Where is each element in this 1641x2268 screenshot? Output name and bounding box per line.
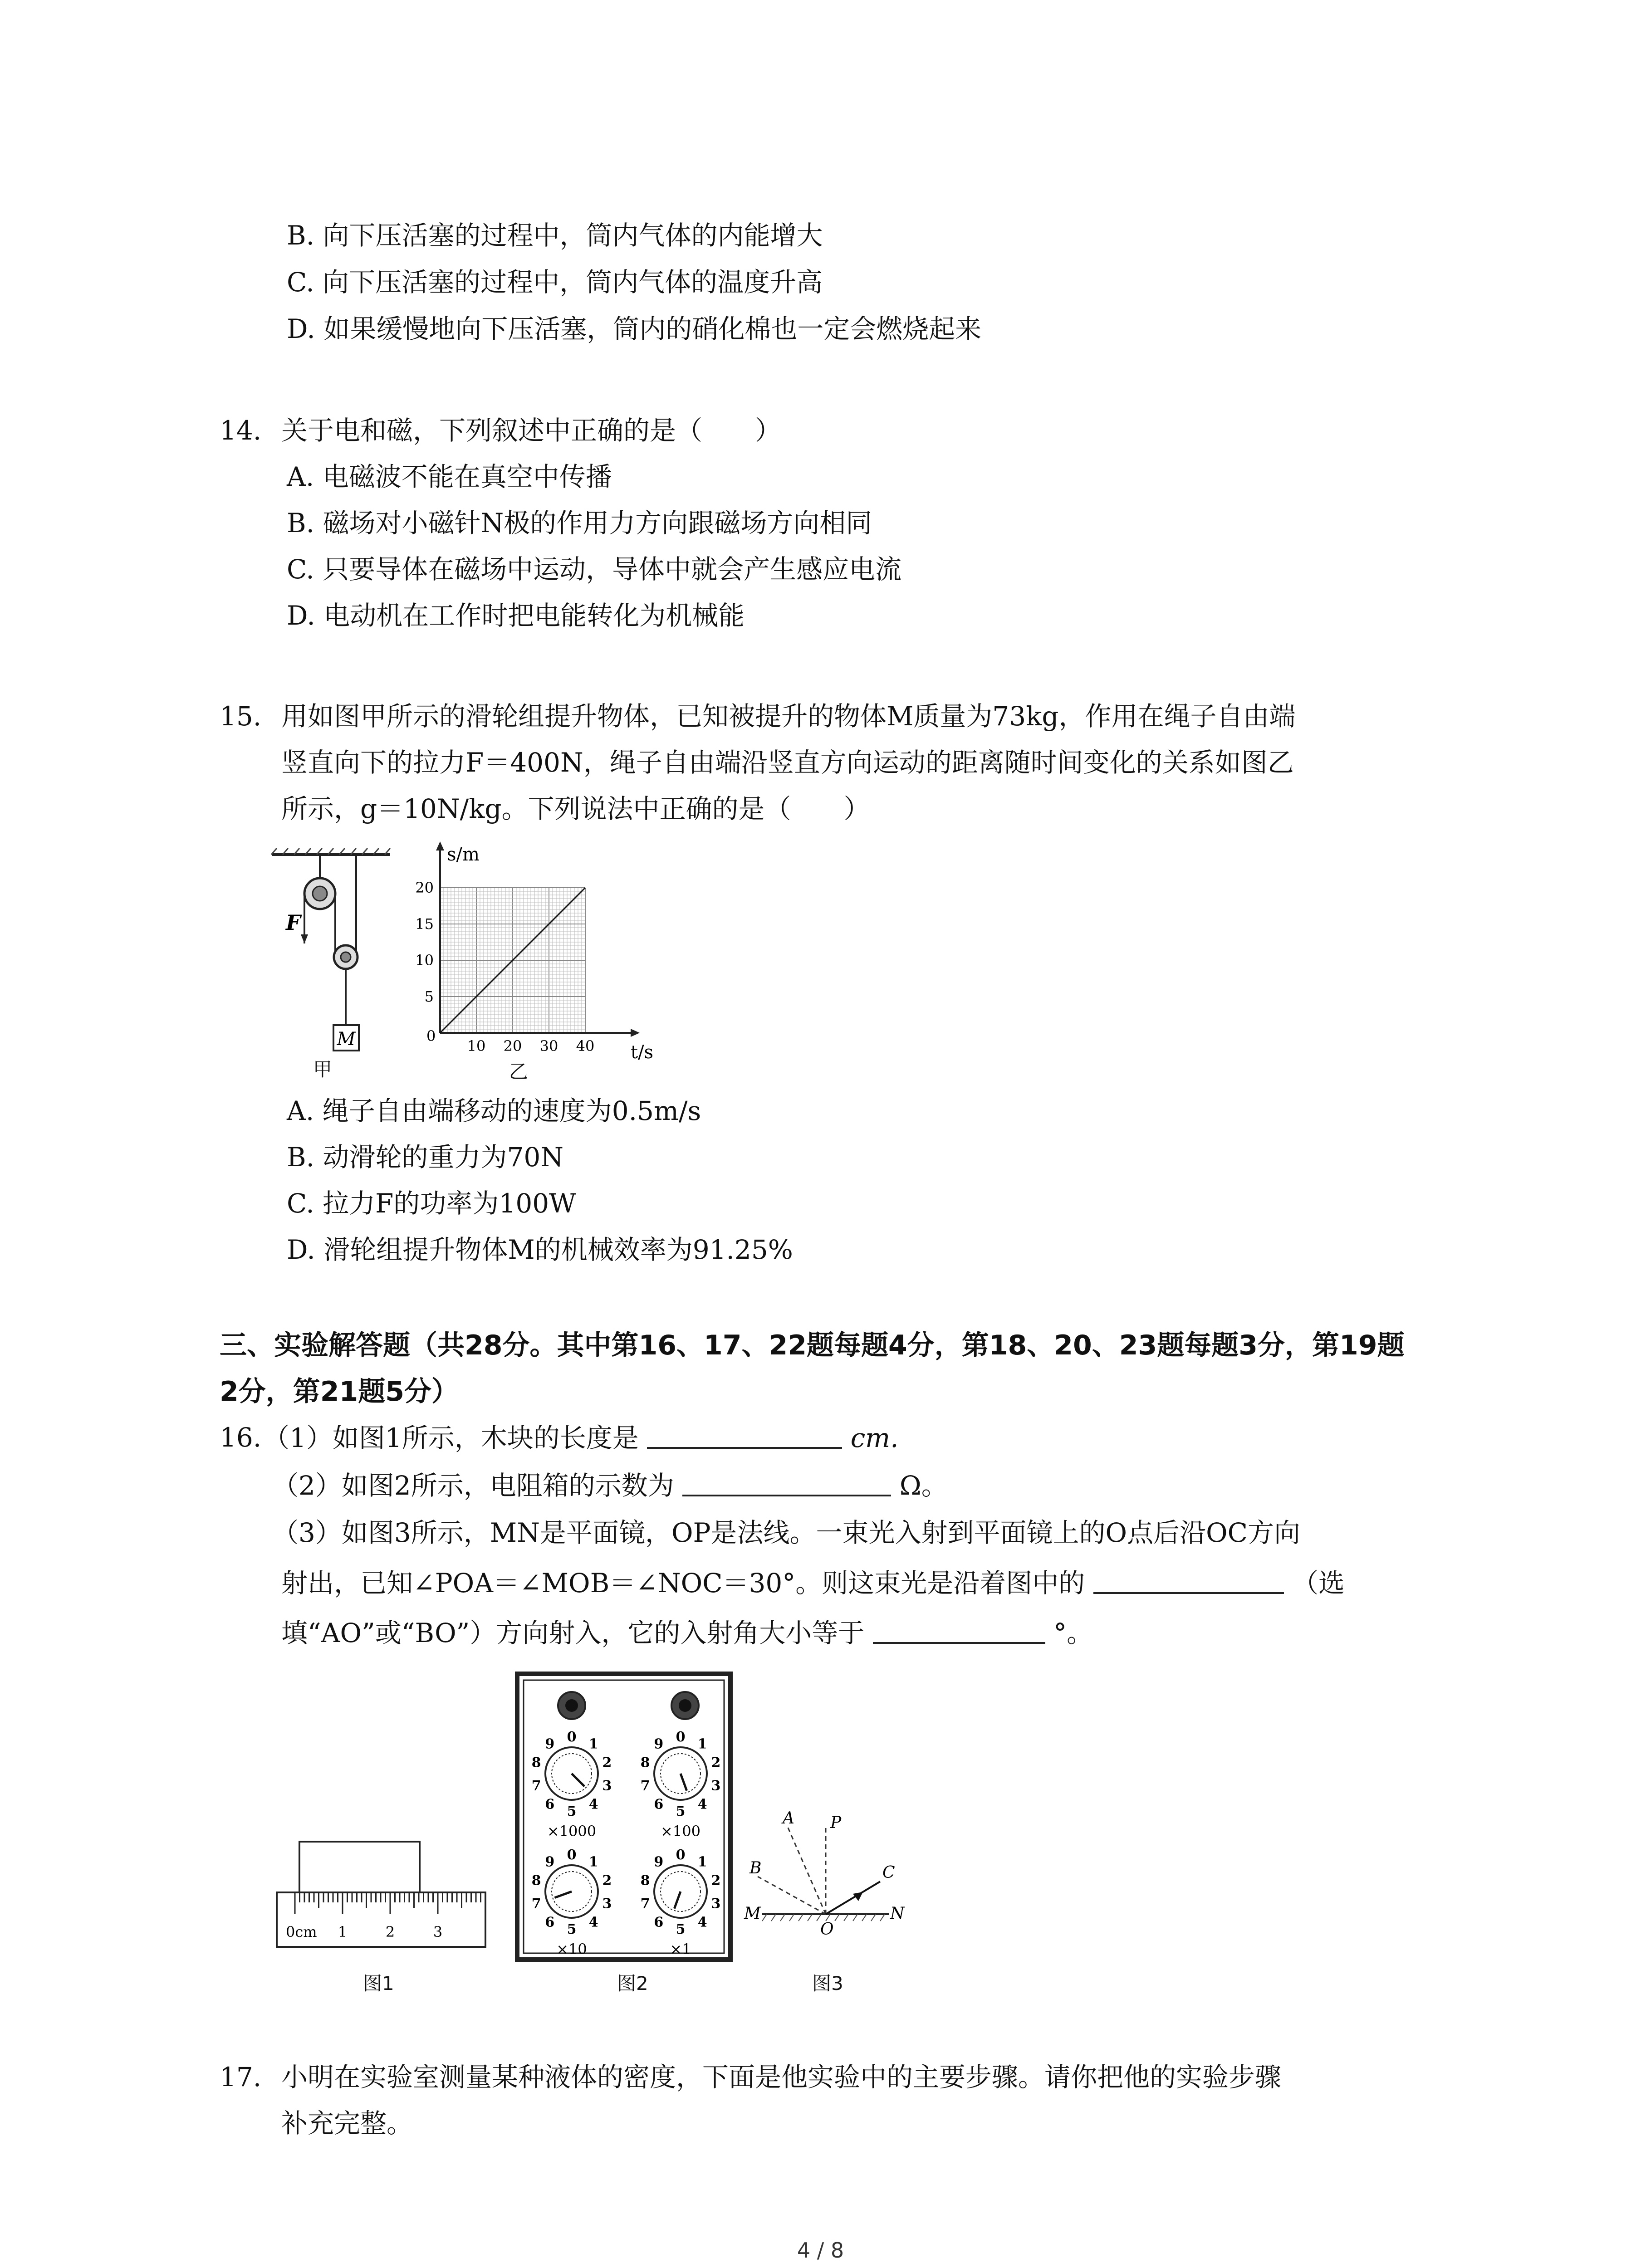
dial-digit: 0 [567,1729,577,1745]
mirror-figure [744,1810,907,1946]
ruler-tick-label: 1 [338,1923,348,1941]
label-a: A [783,1809,794,1828]
dial-digit: 8 [531,1872,541,1889]
q16-part1-unit: cm. [850,1422,899,1453]
q15-stem-line1: 用如图甲所示的滑轮组提升物体，已知被提升的物体M质量为73kg，作用在绳子自由端 [281,701,1296,732]
q16-part3-line3 [281,1615,1093,1651]
dial-multiplier: ×1 [670,1941,691,1958]
dial-multiplier: ×1000 [547,1823,597,1840]
label-c: C [882,1863,895,1882]
q14-option-a: A. 电磁波不能在真空中传播 [287,461,612,492]
origin-label: 0 [426,1027,436,1045]
dial-digit: 6 [654,1914,664,1931]
dial-digit: 3 [602,1896,612,1912]
dial-digit: 9 [654,1736,664,1752]
label-n: N [890,1904,905,1923]
dial-digit: 3 [711,1896,721,1912]
dial-digit: 3 [711,1778,721,1794]
q16-part3-line2 [281,1565,1345,1601]
q14-option-b: B. 磁场对小磁针N极的作用力方向跟磁场方向相同 [287,508,872,538]
dial-multiplier: ×10 [556,1941,587,1958]
ray-oc [826,1882,880,1914]
y-tick-label: 20 [415,879,434,896]
dial-digit: 7 [531,1896,541,1912]
dial-digit: 7 [640,1778,650,1794]
q16-part2 [272,1467,948,1503]
x-tick-label: 10 [467,1037,486,1055]
q14-option-d: D. 电动机在工作时把电能转化为机械能 [287,600,745,631]
q14-option-c: C. 只要导体在磁场中运动，导体中就会产生感应电流 [287,554,902,585]
y-axis-label: s/m [447,844,480,865]
q16-part1-blank[interactable] [647,1420,842,1449]
dial-digit: 8 [640,1755,650,1771]
resistance-box-figure [517,1674,730,1960]
ruler-tick-label: 2 [385,1923,395,1941]
q15-option-d: D. 滑轮组提升物体M的机械效率为91.25% [287,1234,793,1265]
dial-digit: 1 [697,1854,707,1870]
dial-digit: 2 [602,1872,612,1889]
dial-digit: 4 [697,1914,707,1931]
y-tick-label: 10 [415,952,434,969]
fig3-caption: 图3 [812,1972,843,1994]
q16-part3-blank1[interactable] [1093,1565,1284,1594]
ruler-tick-label: 3 [433,1923,443,1941]
force-label: F [286,910,301,935]
ray-bo [758,1877,826,1914]
dial-digit: 1 [588,1736,598,1752]
q17-number: 17. [220,2062,262,2092]
section-title-line1: 三、实验解答题（共28分。其中第16、17、22题每题4分，第18、20、23题每题3分，第19题 [220,1330,1405,1361]
dial-digit: 8 [531,1755,541,1771]
page-number: 4 / 8 [797,2238,844,2263]
q14-stem: 关于电和磁，下列叙述中正确的是（ ） [281,415,782,446]
dial-multiplier: ×100 [661,1823,700,1840]
q15-option-b: B. 动滑轮的重力为70N [287,1142,564,1173]
dial-digit: 2 [602,1755,612,1771]
q15-stem-line3: 所示，g＝10N/kg。下列说法中正确的是（ ） [281,793,870,824]
wooden-block [299,1842,420,1892]
q16-part3-line2-text: 射出，已知∠POA＝∠MOB＝∠NOC＝30°。则这束光是沿着图中的 [281,1568,1085,1598]
dial-digit: 0 [676,1847,686,1863]
mass-label: M [337,1029,356,1050]
dial-digit: 5 [676,1804,686,1819]
q16-number: 16. [220,1422,262,1453]
q16-part2-text: （2）如图2所示，电阻箱的示数为 [272,1470,674,1501]
q16-part1 [263,1420,899,1456]
q16-part3-line3-text: 填“AO”或“BO”）方向射入，它的入射角大小等于 [281,1618,865,1648]
ruler-figure [277,1842,490,1950]
fig1-caption: 图1 [363,1972,394,1994]
dial-digit: 6 [654,1796,664,1813]
dial-digit: 1 [697,1736,707,1752]
q16-part3-line3-end: °。 [1053,1618,1093,1648]
label-m: M [744,1904,761,1923]
dial-digit: 5 [676,1921,686,1937]
x-axis-label: t/s [631,1042,654,1063]
dial-digit: 4 [588,1796,598,1813]
dial-digit: 7 [531,1778,541,1794]
fig-yi-label: 乙 [509,1061,529,1083]
q16-part3-line1: （3）如图3所示，MN是平面镜，OP是法线。一束光入射到平面镜上的O点后沿OC方向 [272,1517,1300,1548]
q16-part3-line2-end: （选 [1292,1568,1345,1598]
dial-digit: 4 [697,1796,707,1813]
fig2-caption: 图2 [617,1972,648,1994]
dial-digit: 3 [602,1778,612,1794]
x-tick-label: 40 [576,1037,595,1055]
x-tick-label: 20 [503,1037,522,1055]
dial-digit: 2 [711,1755,721,1771]
dial-digit: 0 [567,1847,577,1863]
q16-part3-blank2[interactable] [873,1615,1045,1644]
q15-option-a: A. 绳子自由端移动的速度为0.5m/s [287,1095,701,1126]
y-tick-label: 15 [415,915,434,933]
dial-digit: 8 [640,1872,650,1889]
pulley-figure [268,848,404,1093]
dial-digit: 4 [588,1914,598,1931]
dial-digit: 1 [588,1854,598,1870]
q13-option-c: C. 向下压活塞的过程中，筒内气体的温度升高 [287,267,823,298]
y-tick-label: 5 [424,988,434,1005]
q13-option-b: B. 向下压活塞的过程中，筒内气体的内能增大 [287,220,823,251]
dial-digit: 7 [640,1896,650,1912]
dial-digit: 2 [711,1872,721,1889]
q15-option-c: C. 拉力F的功率为100W [287,1188,576,1219]
q13-option-d: D. 如果缓慢地向下压活塞，筒内的硝化棉也一定会燃烧起来 [287,313,982,344]
dial-digit: 6 [545,1796,555,1813]
x-tick-label: 30 [539,1037,558,1055]
dial-digit: 5 [567,1921,577,1937]
dial-digit: 5 [567,1804,577,1819]
dial-digit: 6 [545,1914,555,1931]
ray-ao [787,1826,826,1914]
dial-digit: 9 [545,1736,555,1752]
label-b: B [749,1859,762,1877]
q17-line1: 小明在实验室测量某种液体的密度，下面是他实验中的主要步骤。请你把他的实验步骤 [281,2062,1282,2092]
dial-digit: 9 [654,1854,664,1870]
label-o: O [820,1920,834,1939]
dial-digit: 0 [676,1729,686,1745]
ruler-tick-label: 0cm [286,1923,317,1941]
section-title-line2: 2分，第21题5分） [220,1376,459,1408]
q14-number: 14. [220,415,262,446]
q16-part2-unit: Ω。 [899,1470,948,1501]
fig-jia-label: 甲 [313,1058,333,1080]
q15-number: 15. [220,701,262,732]
q16-part1-text: （1）如图1所示，木块的长度是 [263,1422,639,1453]
st-graph [404,841,658,1077]
dial-digit: 9 [545,1854,555,1870]
q16-part2-blank[interactable] [682,1467,891,1496]
q15-stem-line2: 竖直向下的拉力F＝400N，绳子自由端沿竖直方向运动的距离随时间变化的关系如图乙 [281,747,1294,778]
q17-line2: 补充完整。 [281,2108,413,2139]
label-p: P [830,1813,842,1832]
